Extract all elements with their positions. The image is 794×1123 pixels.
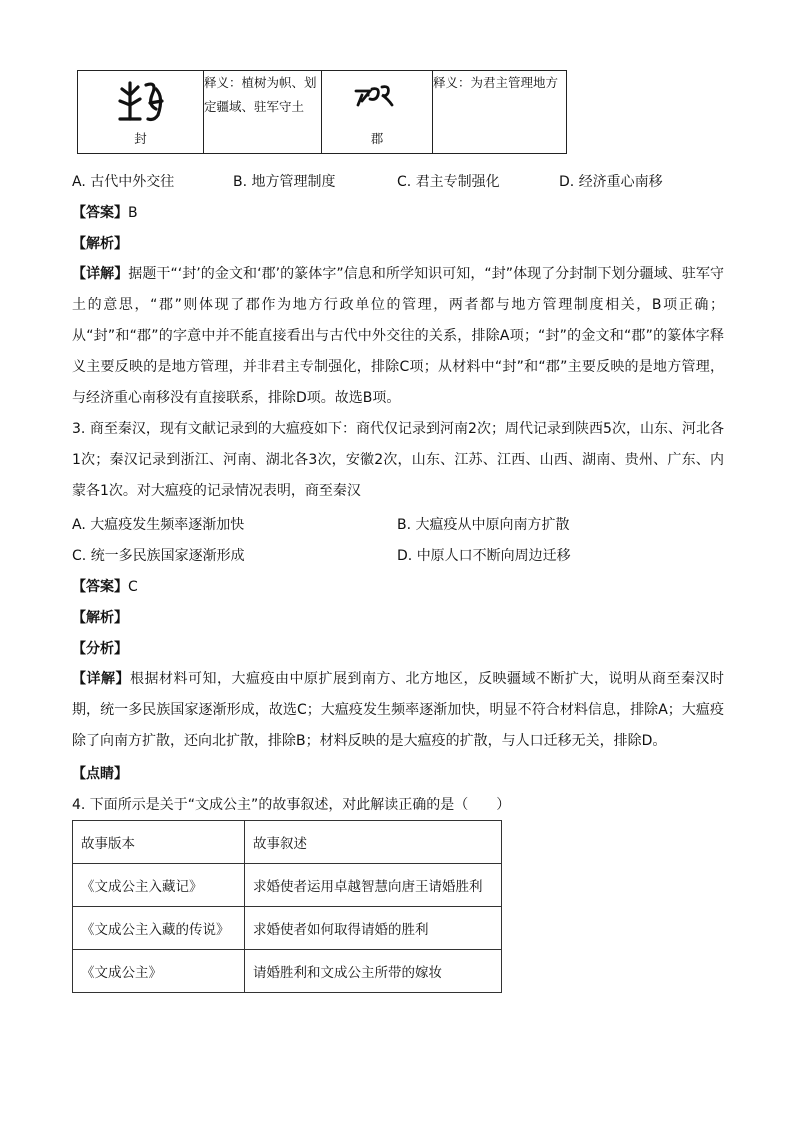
table-cell: 求婚使者运用卓越智慧向唐王请婚胜利: [245, 864, 502, 907]
q2-detail: 【详解】据题干“‘封’的金文和‘郡’的篆体字”信息和所学知识可知，“封”体现了分封制下划分疆域、驻军守土的意思，“郡”则体现了郡作为地方行政单位的管理，两者都与地方管理制度相关，B项正确；从“封”和“郡”的字意中并不能直接看出与古代中外交往的关系，排除A项；“封”的金文和“郡”的篆体字释义主要反映的是地方管理，并非君主专制强化，排除C项；从材料中“封”和“郡”主要反映的是地方管理，与经济重心南移没有直接联系，排除D项。故选B项。: [72, 266, 725, 406]
table-cell: 《文成公主入藏记》: [73, 864, 245, 907]
q2-analysis-tag: 【解析】: [72, 236, 128, 252]
q2-option-b: B. 地方管理制度: [233, 174, 336, 190]
q3-stem: 3. 商至秦汉，现有文献记录到的大瘟疫如下：商代仅记录到河南2次；周代记录到陕西5次，山东、河北各1次；秦汉记录到浙江、河南、湖北各3次，安徽2次，山东、江苏、江西、山西、湖南、贵州、广东、内蒙各1次。对大瘟疫的记录情况表明，商至秦汉: [72, 421, 724, 499]
table-cell: 请婚胜利和文成公主所带的嫁妆: [245, 950, 502, 993]
q3-fenxi-tag: 【分析】: [72, 641, 128, 657]
q3-analysis-tag: 【解析】: [72, 610, 128, 626]
feng-glyph-cell: [78, 71, 204, 154]
q3-option-c: C. 统一多民族国家逐渐形成: [72, 548, 245, 564]
table-cell: 求婚使者如何取得请婚的胜利: [245, 907, 502, 950]
story-table: [72, 820, 502, 993]
q3-answer: 【答案】C: [72, 579, 138, 595]
table-row: [73, 907, 502, 950]
table-cell: 《文成公主》: [73, 950, 245, 993]
table-header-row: [73, 821, 502, 864]
table-header-cell: 故事版本: [73, 821, 245, 864]
bronze-script-feng-icon: [78, 75, 203, 127]
feng-caption: 封: [134, 131, 147, 146]
feng-explanation: 释义：植树为帜、划定疆域、驻军守土: [204, 71, 322, 154]
jun-caption: 郡: [370, 131, 384, 146]
q2-answer: 【答案】B: [72, 205, 138, 221]
table-header-cell: 故事叙述: [245, 821, 502, 864]
q3-option-b: B. 大瘟疫从中原向南方扩散: [397, 517, 570, 533]
jun-explanation: 释义：为君主管理地方: [433, 71, 567, 154]
q2-option-d: D. 经济重心南移: [559, 174, 663, 190]
q3-option-a: A. 大瘟疫发生频率逐渐加快: [72, 517, 245, 533]
jun-glyph-cell: [322, 71, 433, 154]
seal-script-jun-icon: [322, 75, 432, 127]
q2-option-c: C. 君主专制强化: [397, 174, 500, 190]
q2-option-a: A. 古代中外交往: [72, 174, 175, 190]
table-row: [73, 864, 502, 907]
q3-dianjing-tag: 【点睛】: [72, 766, 128, 782]
q3-detail: 【详解】根据材料可知，大瘟疫由中原扩展到南方、北方地区，反映疆域不断扩大，说明从商至秦汉时期，统一多民族国家逐渐形成，故选C；大瘟疫发生频率逐渐加快，明显不符合材料信息，排除A；大瘟疫除了向南方扩散，还向北扩散，排除B；材料反映的是大瘟疫的扩散，与人口迁移无关，排除D。: [72, 671, 724, 749]
q4-stem: 4. 下面所示是关于“文成公主”的故事叙述，对此解读正确的是（ ）: [72, 797, 511, 813]
character-table: [77, 70, 567, 154]
table-cell: 《文成公主入藏的传说》: [73, 907, 245, 950]
table-row: [73, 950, 502, 993]
q3-option-d: D. 中原人口不断向周边迁移: [397, 548, 571, 564]
